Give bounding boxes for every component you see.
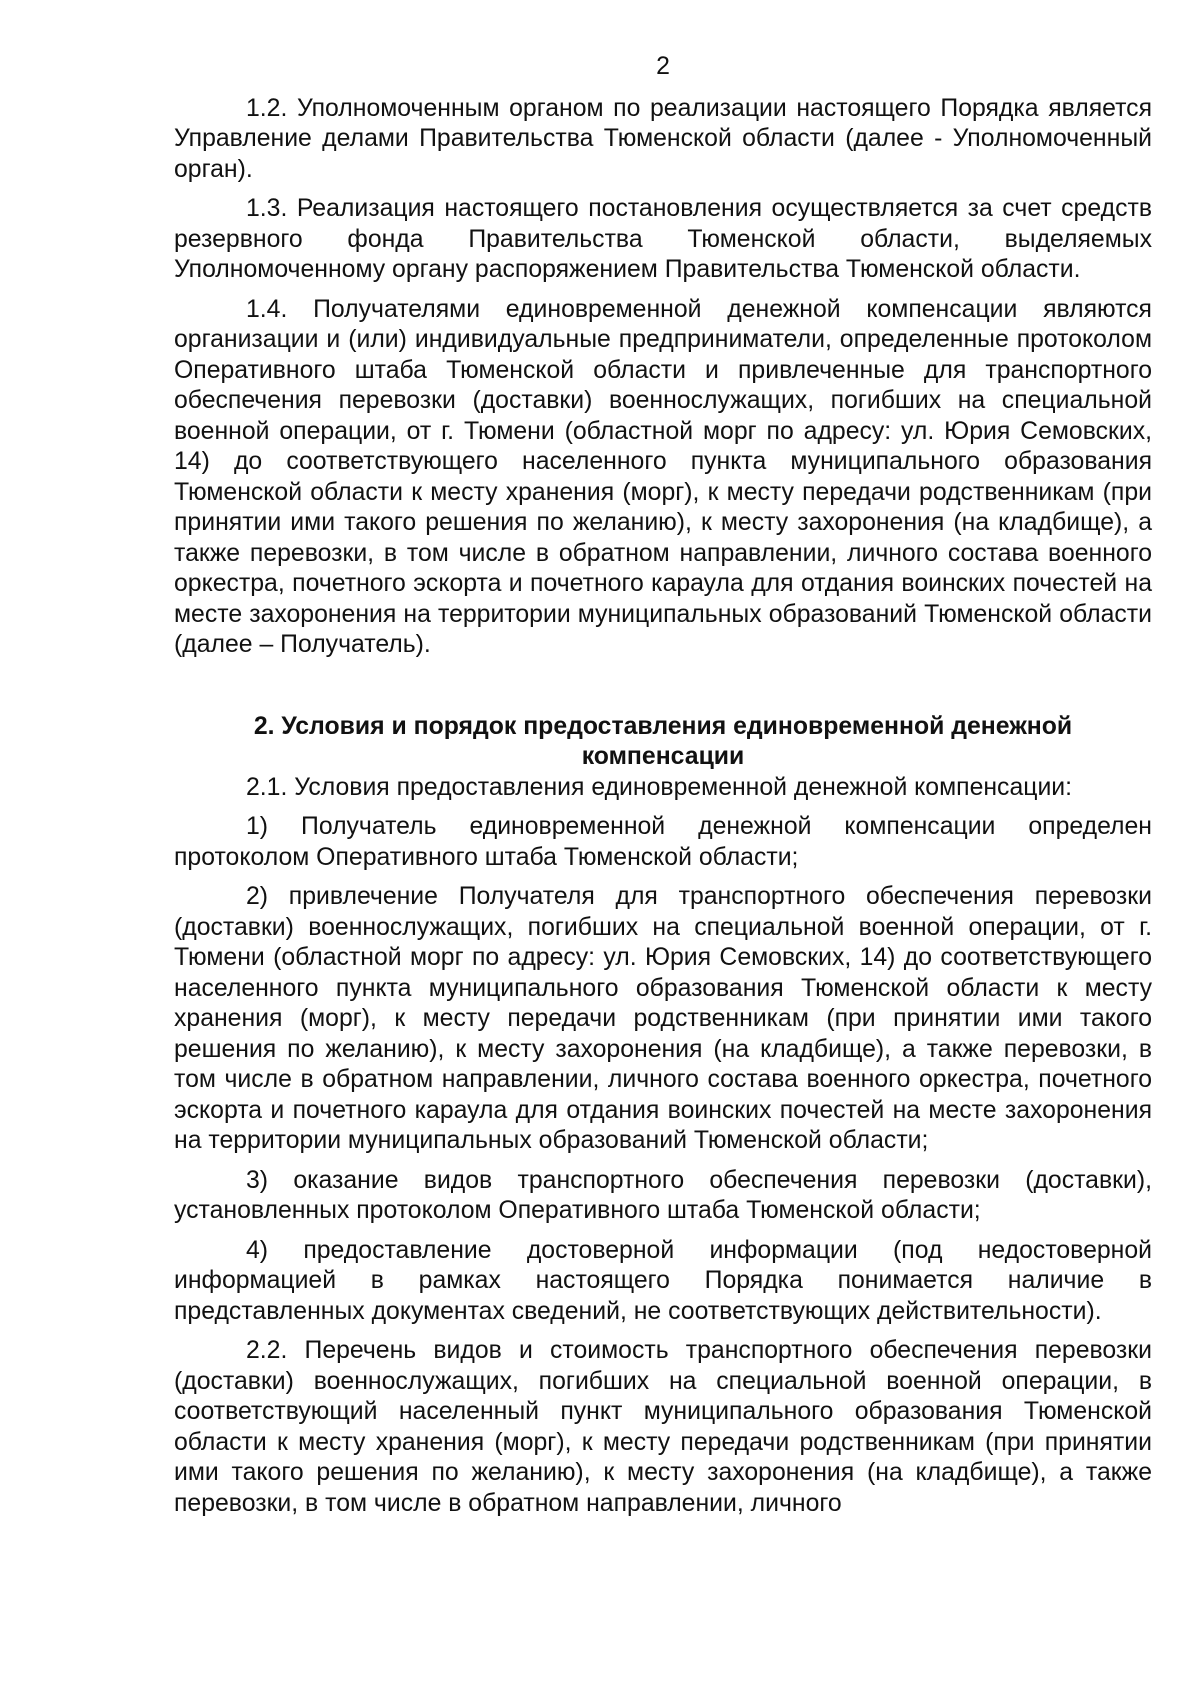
paragraph-2-2: 2.2. Перечень видов и стоимость транспортного обеспечения перевозки (доставки) военнослужащих, погибших на специальной военной операции, в соответствующий населенный пункт муниципального образования Тюменской области к месту хранения (морг), к месту передачи родственникам (при принятии ими такого решения по желанию), к месту захоронения (на кладбище), а также перевозки, в том числе в обратном направлении, личного xyxy=(174,1337,1152,1517)
paragraph-item-4: 4) предоставление достоверной информации (под недостоверной информацией в рамках настоящего Порядка понимается наличие в представленных документах сведений, не соответствующих действительности). xyxy=(174,1236,1152,1325)
page-number: 2 xyxy=(656,53,670,80)
paragraph-item-1: 1) Получатель единовременной денежной компенсации определен протоколом Оперативного штаба Тюменской области; xyxy=(174,813,1152,871)
section-heading: 2. Условия и порядок предоставления единовременной денежной компенсации xyxy=(253,712,1073,770)
paragraph-1-2: 1.2. Уполномоченным органом по реализации настоящего Порядка является Управление делами Правительства Тюменской области (далее - Уполномоченный орган). xyxy=(174,94,1152,183)
paragraph-item-3: 3) оказание видов транспортного обеспечения перевозки (доставки), установленных протоколом Оперативного штаба Тюменской области; xyxy=(174,1166,1152,1224)
paragraph-1-3: 1.3. Реализация настоящего постановления осуществляется за счет средств резервного фонда Правительства Тюменской области, выделяемых Уполномоченному органу распоряжением Правительства Тюменской области. xyxy=(174,195,1152,283)
document-page xyxy=(174,52,1152,1528)
paragraph-1-4: 1.4. Получателями единовременной денежной компенсации являются организации и (или) индивидуальные предприниматели, определенные протоколом Оперативного штаба Тюменской области и привлеченные для транспортного обеспечения перевозки (доставки) военнослужащих, погибших на специальной военной операции, от г. Тюмени (областной морг по адресу: ул. Юрия Семовских, 14) до соответствующего населенного пункта муниципального образования Тюменской области к месту хранения (морг), к месту передачи родственникам (при принятии ими такого решения по желанию), к месту захоронения (на кладбище), а также перевозки, в том числе в обратном направлении, личного состава военного оркестра, почетного эскорта и почетного караула для отдания воинских почестей на месте захоронения на территории муниципальных образований Тюменской области (далее – Получатель). xyxy=(174,295,1152,658)
paragraph-item-2: 2) привлечение Получателя для транспортного обеспечения перевозки (доставки) военнослужащих, погибших на специальной военной операции, от г. Тюмени (областной морг по адресу: ул. Юрия Семовских, 14) до соответствующего населенного пункта муниципального образования Тюменской области к месту хранения (морг), к месту передачи родственникам (при принятии ими такого решения по желанию), к месту захоронения (на кладбище), а также перевозки, в том числе в обратном направлении, личного состава военного оркестра, почетного эскорта и почетного караула для отдания воинских почестей на месте захоронения на территории муниципальных образований Тюменской области; xyxy=(174,883,1152,1154)
paragraph-2-1: 2.1. Условия предоставления единовременной денежной компенсации: xyxy=(246,773,1073,801)
